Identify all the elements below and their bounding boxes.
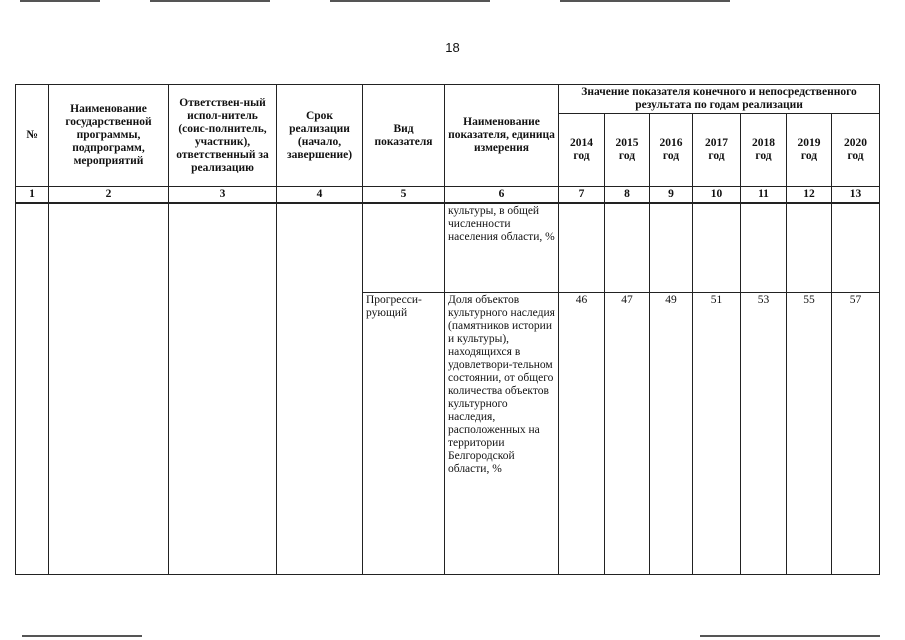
column-number: 8 xyxy=(605,187,650,204)
cell-value: 57 xyxy=(832,292,880,574)
cell-value: 51 xyxy=(693,292,741,574)
column-number: 9 xyxy=(650,187,693,204)
col-header-indicator-name: Наименование показателя, единица измерения xyxy=(445,85,559,187)
scan-artifact-line xyxy=(330,0,490,2)
scan-artifact-line xyxy=(22,635,142,637)
column-number: 7 xyxy=(559,187,605,204)
cell-value xyxy=(559,203,605,292)
cell-value: 47 xyxy=(605,292,650,574)
cell-value: 49 xyxy=(650,292,693,574)
column-number: 13 xyxy=(832,187,880,204)
column-number: 2 xyxy=(49,187,169,204)
scan-artifact-line xyxy=(700,635,880,637)
cell-value xyxy=(605,203,650,292)
cell-value: 46 xyxy=(559,292,605,574)
cell-value xyxy=(787,203,832,292)
column-number: 4 xyxy=(277,187,363,204)
year-header: 2020 год xyxy=(832,114,880,187)
year-header: 2019 год xyxy=(787,114,832,187)
year-header: 2015 год xyxy=(605,114,650,187)
cell-program xyxy=(49,203,169,574)
scan-artifact-line xyxy=(20,0,100,2)
col-header-indicator-type: Вид показателя xyxy=(363,85,445,187)
cell-indicator-type xyxy=(363,203,445,292)
indicators-table xyxy=(15,84,880,575)
year-header: 2016 год xyxy=(650,114,693,187)
cell-term xyxy=(277,203,363,574)
cell-responsible xyxy=(169,203,277,574)
column-number: 5 xyxy=(363,187,445,204)
cell-value xyxy=(650,203,693,292)
page-number: 18 xyxy=(445,40,460,55)
header-row xyxy=(16,85,880,114)
cell-value xyxy=(832,203,880,292)
column-number: 6 xyxy=(445,187,559,204)
year-header: 2014 год xyxy=(559,114,605,187)
cell-value xyxy=(693,203,741,292)
cell-value xyxy=(741,203,787,292)
year-header: 2017 год xyxy=(693,114,741,187)
col-header-program: Наименование государственной программы, подпрограмм, мероприятий xyxy=(49,85,169,187)
col-header-values-group: Значение показателя конечного и непосредственного результата по годам реализации xyxy=(559,85,880,114)
column-number-row xyxy=(16,187,880,204)
column-number: 1 xyxy=(16,187,49,204)
cell-indicator-name: Доля объектов культурного наследия (памятников истории и культуры), находящихся в удовлетвори-тельном состоянии, от общего количества объектов культурного наследия, расположенных на территории Белгородской области, % xyxy=(445,292,559,574)
col-header-responsible: Ответствен-ный испол-нитель (соис-полнитель, участник), ответственный за реализацию xyxy=(169,85,277,187)
scan-artifact-line xyxy=(560,0,730,2)
col-header-no: № xyxy=(16,85,49,187)
cell-value: 53 xyxy=(741,292,787,574)
col-header-term: Срок реализации (начало, завершение) xyxy=(277,85,363,187)
cell-no xyxy=(16,203,49,574)
year-header: 2018 год xyxy=(741,114,787,187)
cell-indicator-name: культуры, в общей численности населения области, % xyxy=(445,203,559,292)
column-number: 3 xyxy=(169,187,277,204)
scan-artifact-line xyxy=(150,0,270,2)
column-number: 11 xyxy=(741,187,787,204)
cell-value: 55 xyxy=(787,292,832,574)
column-number: 12 xyxy=(787,187,832,204)
column-number: 10 xyxy=(693,187,741,204)
table-row xyxy=(16,203,880,292)
cell-indicator-type: Прогресси-рующий xyxy=(363,292,445,574)
